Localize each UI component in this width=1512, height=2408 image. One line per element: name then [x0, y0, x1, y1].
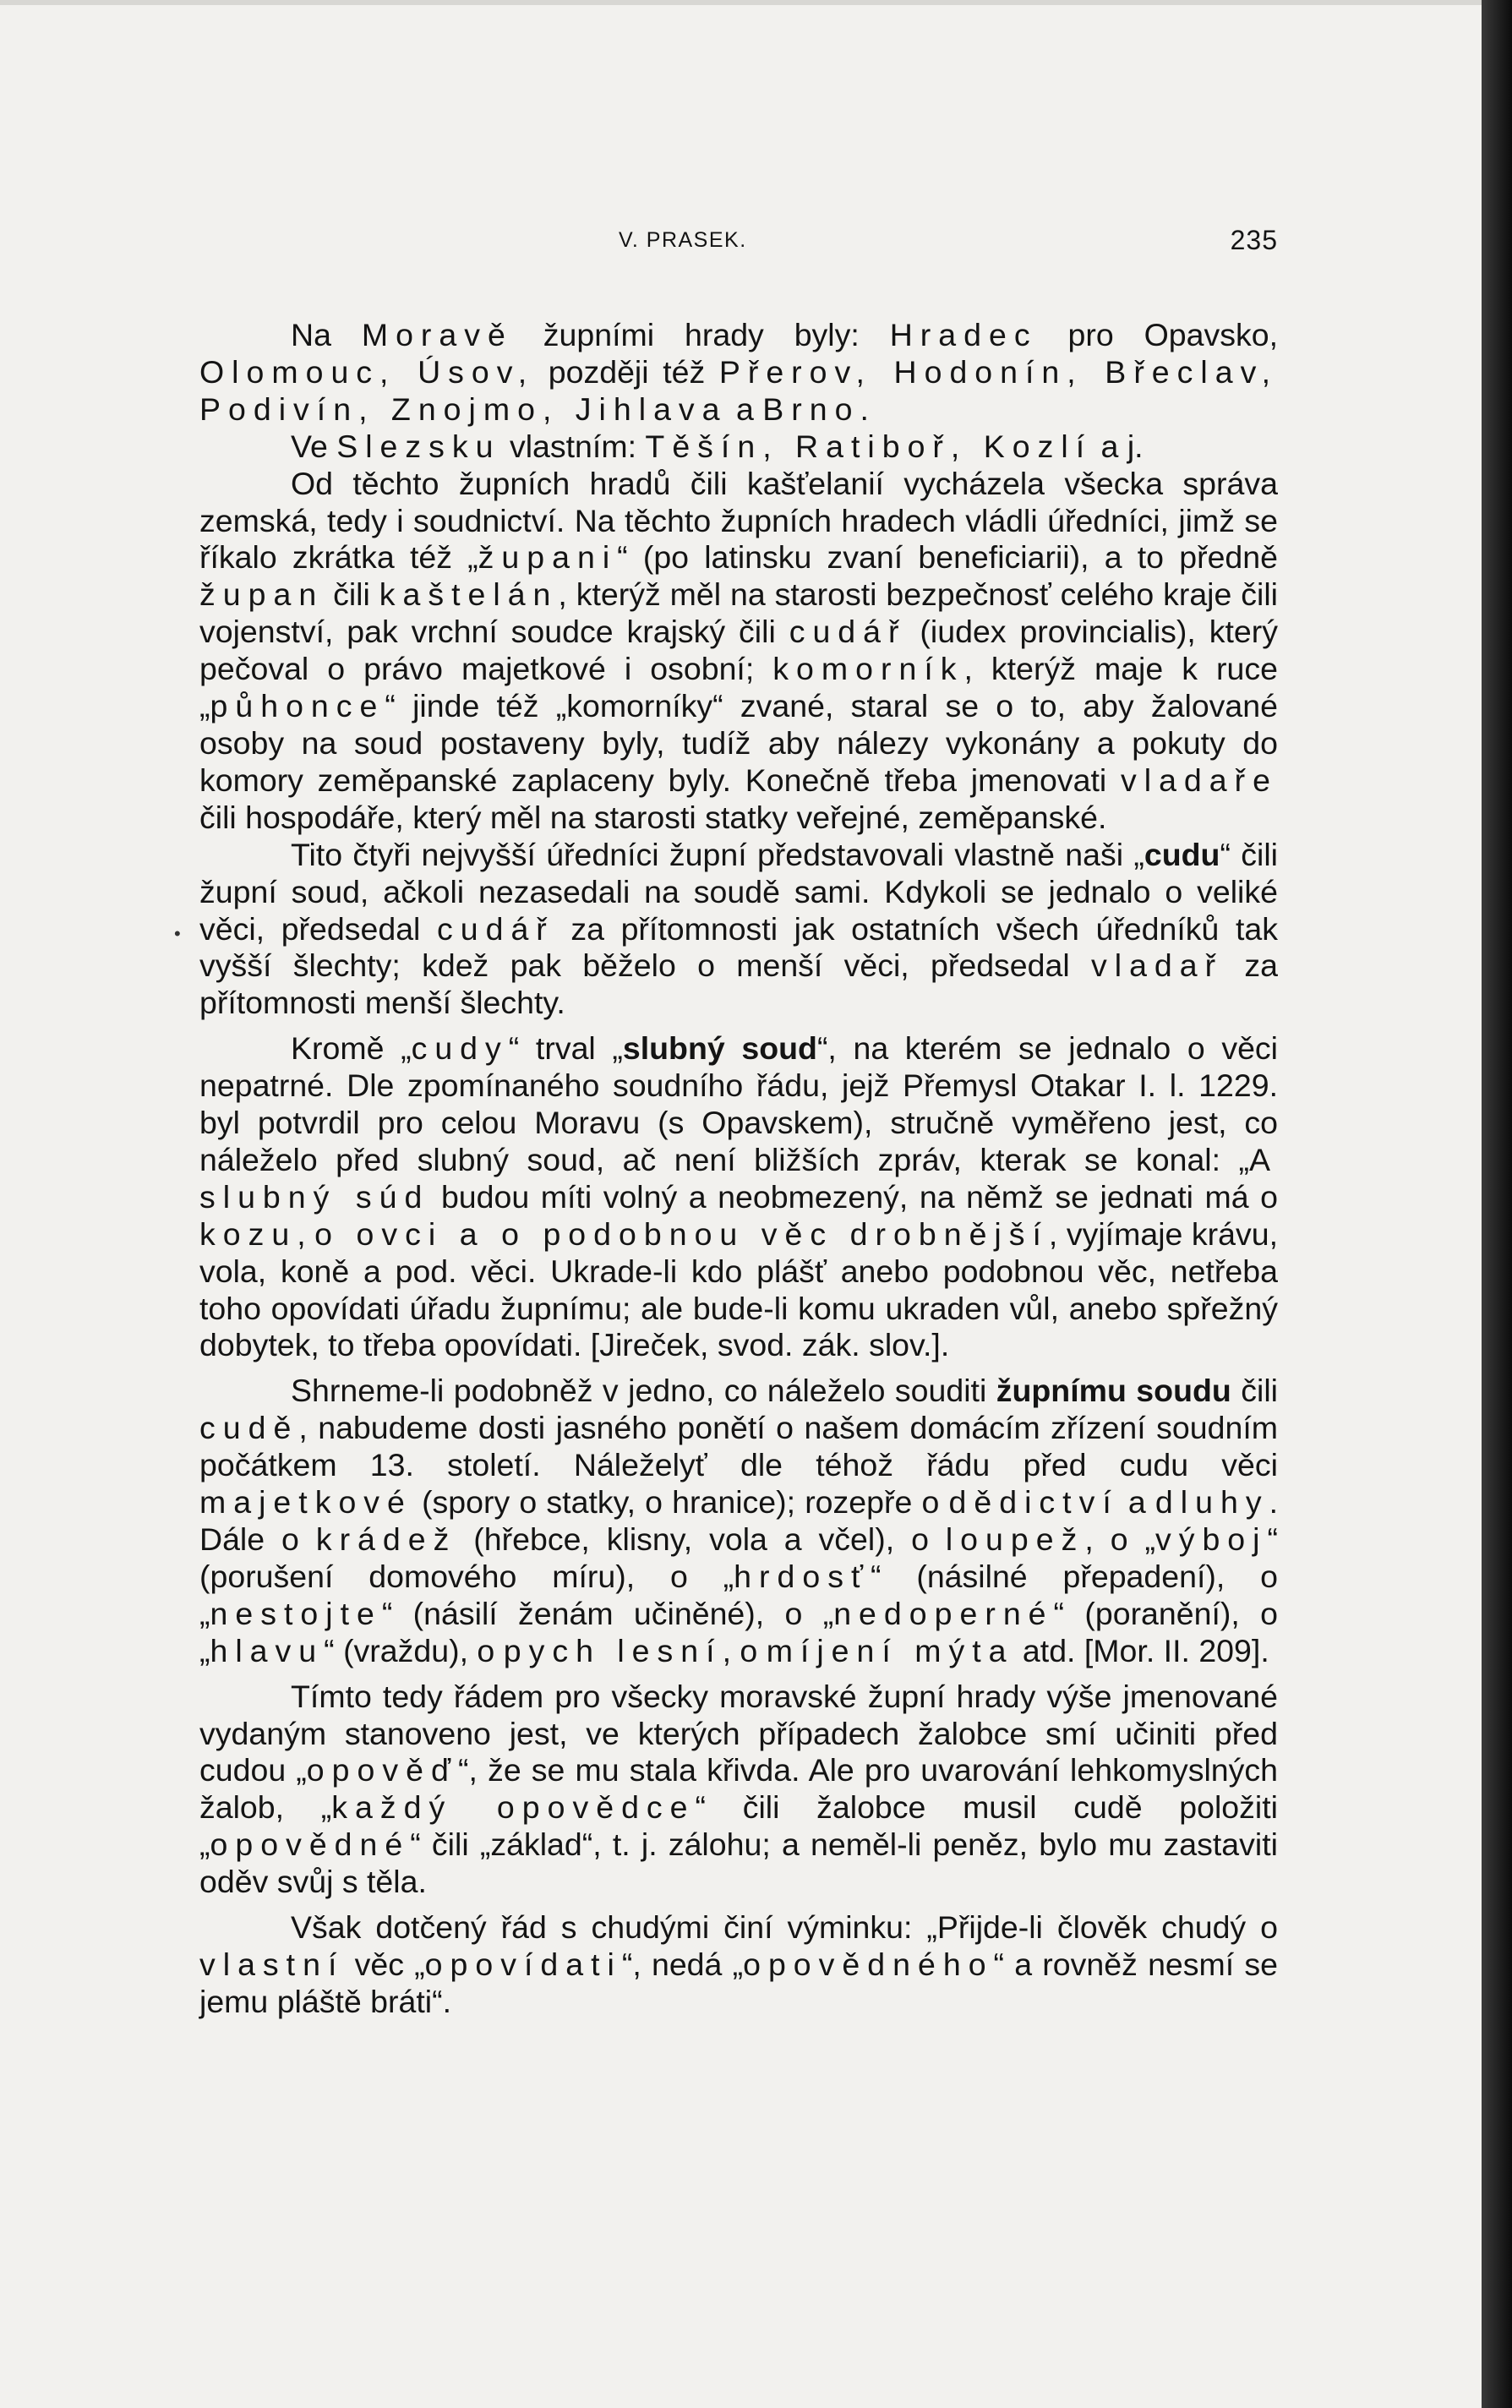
- spaced-term: komorník: [772, 651, 964, 687]
- spaced-term: loupež: [945, 1521, 1085, 1557]
- spaced-term: cudě: [199, 1410, 299, 1446]
- spaced-term: pych lesní: [503, 1632, 723, 1668]
- spaced-term: župan: [199, 576, 325, 613]
- page-number: 235: [1230, 225, 1278, 255]
- spaced-term: župani: [478, 539, 618, 576]
- spaced-term: půhonce: [210, 688, 385, 724]
- spaced-term: nestojte: [210, 1595, 382, 1631]
- text-run: (iudex provincialis), který pečoval o právo majetkové i osobní;: [199, 614, 1278, 687]
- text-run: “ trval „: [508, 1030, 623, 1067]
- spaced-term: opovědného: [743, 1946, 994, 1982]
- paragraph-2: [199, 429, 1278, 466]
- text-run: Od těchto župních hradů čili kašťelanií vycházela všecka správa zemská, tedy i soudnictví. Na těchto župních hradech vládli úředníci, jimž se říkalo zkrátka též „: [199, 465, 1278, 576]
- spaced-term: opovídati: [424, 1946, 622, 1982]
- text-run: věc „: [344, 1946, 425, 1982]
- paragraph-6: [199, 1373, 1278, 1669]
- spaced-term: vlastní: [199, 1946, 345, 1982]
- paragraph-3: [199, 466, 1278, 837]
- text-run: župními hrady byly:: [512, 317, 890, 352]
- spaced-term: Přerov, Hodonín, Břeclav, Podivín, Znojmo, Jihlava: [199, 353, 1278, 427]
- spaced-term: kozu: [199, 1215, 297, 1252]
- spaced-term: Moravě: [361, 317, 513, 352]
- spaced-term: krádež: [315, 1521, 457, 1557]
- text-run: “ čili žalobce musil cudě položiti „: [199, 1789, 1278, 1863]
- text-run: , vyjímaje krávu, vola, koně a pod. věci. Ukrade-li kdo plášť anebo podobnou věc, netřeba toho opovídati úřadu župnímu; ale bude-li komu ukraden vůl, anebo spřežný dobytek, to třeba opovídati. [Jireček, svod. zák. slov.].: [199, 1215, 1279, 1363]
- text-run: , o „: [1084, 1521, 1155, 1557]
- spaced-term: hlavu: [210, 1632, 325, 1668]
- text-run: Shrneme-li podobněž v jedno, co náleželo souditi: [291, 1373, 996, 1409]
- text-run: “, že se mu stala křivda. Ale pro uvarování lehkomyslných žalob, „: [199, 1752, 1278, 1826]
- spaced-term: každý opovědce: [331, 1789, 696, 1826]
- text-run: “ (poranění), o „: [199, 1595, 1278, 1668]
- text-run: čili hospodáře, který měl na starosti statky veřejné, zeměpanské.: [199, 799, 1107, 835]
- text-run: “ (vraždu), o: [324, 1632, 504, 1668]
- text-run: “ a rovněž nesmí se jemu pláště bráti“.: [199, 1946, 1278, 2019]
- text-run: za přítomnosti menší šlechty.: [199, 947, 1279, 1021]
- paragraph-8: [199, 1909, 1278, 2021]
- bold-term: cudu: [1144, 836, 1220, 872]
- text-run: , kterýž měl na starosti bezpečnosť celého kraje čili vojenství, pak vrchní soudce krajský čili: [199, 576, 1278, 650]
- text-run: čili: [324, 576, 379, 613]
- spaced-term: míjení mýta: [766, 1632, 1014, 1668]
- text-run: ,: [297, 1215, 315, 1252]
- text-run: čili: [1231, 1373, 1278, 1409]
- bold-term: slubný soud: [622, 1030, 817, 1067]
- paragraph-1: [199, 317, 1278, 429]
- spaced-term: A slubný súd: [199, 1141, 1278, 1215]
- page-header: [199, 225, 1278, 262]
- text-run: Tito čtyři nejvyšší úředníci župní představovali vlastně naši „: [291, 836, 1144, 872]
- spaced-term: nedoperné: [833, 1595, 1054, 1631]
- text-run: a: [1118, 1484, 1155, 1521]
- text-run: “, nedá „: [621, 1946, 744, 1982]
- text-run: Tímto tedy řádem pro všecky moravské župní hrady výše jmenované vydaným stanoveno jest, ve kterých případech žalobce smí učiniti před cudou „: [199, 1678, 1278, 1788]
- text-run: , nabudeme dosti jasného ponětí o našem domácím zřízení soudním počátkem 13. století. Náleželyť dle téhož řádu před cudu věci: [199, 1410, 1278, 1483]
- spaced-term: cudy: [411, 1030, 509, 1067]
- text-run: , o: [722, 1632, 767, 1668]
- bold-term: župnímu soudu: [996, 1373, 1231, 1409]
- text-run: (spory o statky, o hranice); rozepře o: [412, 1484, 949, 1521]
- text-run: “ (násilí ženám učiněné), o „: [381, 1595, 834, 1631]
- text-run: Na: [291, 317, 362, 352]
- paragraph-4: [199, 837, 1278, 1023]
- spaced-term: kaštelán: [379, 576, 559, 613]
- spaced-term: Olomouc, Úsov,: [199, 353, 535, 390]
- spaced-term: majetkové: [199, 1484, 412, 1521]
- spaced-term: vladař: [1090, 947, 1224, 984]
- text-run: “ jinde též „komorníky“ zvané, staral se o to, aby žalované osoby na soud postaveny byly, tudíž aby nálezy vykonány a pokuty do komory zeměpanské zaplaceny byly. Konečně třeba jmenovati: [199, 688, 1278, 798]
- spaced-term: hrdosť: [734, 1558, 871, 1594]
- spaced-term: o ovci a o podobnou věc drobnější: [314, 1215, 1049, 1252]
- text-run: za přítomnosti jak ostatních všech úředníků tak vyšší šlechty; kdež pak běželo o menší věci, předsedal: [199, 910, 1278, 984]
- text-run: “ (porušení domového míru), o „: [199, 1521, 1278, 1594]
- spaced-term: výboj: [1154, 1521, 1268, 1557]
- spaced-term: cudář: [789, 614, 907, 650]
- text-run: “, na kterém se jednalo o věci nepatrné. Dle zpomínaného soudního řádu, jejž Přemysl Otakar I. l. 1229. byl potvrdil pro celou Moravu (s Opavskem), stručně vyměřeno jest, co náleželo před slubný soud, ač není bližších zpráv, kterak se konal: „: [199, 1030, 1279, 1177]
- page-body: [199, 317, 1278, 2021]
- margin-mark: •: [174, 923, 181, 944]
- spaced-term: Slezsku: [336, 428, 501, 464]
- text-run: “ (po latinsku zvaní beneficiarii), a to předně: [617, 539, 1278, 576]
- spaced-term: dědictví: [948, 1484, 1119, 1521]
- spaced-term: cudář: [436, 910, 554, 947]
- text-run: , kterýž maje k ruce „: [199, 651, 1278, 724]
- page-top-edge: [0, 0, 1512, 5]
- text-run: budou míti volný a neobmezený, na němž se jednati má o: [429, 1178, 1279, 1215]
- text-run: vlastním:: [500, 428, 646, 464]
- spaced-term: Těšín, Ratiboř, Kozlí: [645, 428, 1093, 464]
- paragraph-5: [199, 1030, 1278, 1364]
- spaced-term: vladaře: [1121, 762, 1278, 798]
- text-run: a: [727, 390, 763, 427]
- text-run: . Dále o: [199, 1484, 1278, 1557]
- text-run: pro Opavsko,: [1037, 317, 1278, 352]
- spaced-term: opovědné: [210, 1826, 411, 1863]
- text-run: “ čili župní soud, ačkoli nezasedali na soudě sami. Kdykoli se jednalo o veliké věci, předsedal: [199, 836, 1278, 947]
- spaced-term: Brno: [762, 390, 860, 427]
- text-run: “ čili „základ“, t. j. zálohu; a neměl-li peněz, bylo mu zastaviti oděv svůj s těla.: [199, 1826, 1278, 1900]
- text-run: atd. [Mor. II. 209].: [1013, 1632, 1269, 1668]
- text-run: “ (násilné přepadení), o „: [199, 1558, 1278, 1631]
- page-binding-edge: [1482, 0, 1512, 2408]
- paragraph-7: [199, 1679, 1278, 1901]
- text-run: (hřebce, klisny, vola a včel), o: [456, 1521, 946, 1557]
- text-run: Však dotčený řád s chudými činí výminku: „Přijde-li člověk chudý o: [291, 1909, 1278, 1946]
- text-run: .: [860, 390, 869, 427]
- spaced-term: opověď: [306, 1752, 459, 1788]
- text-run: Kromě „: [291, 1030, 412, 1067]
- text-run: později též: [534, 353, 719, 390]
- text-run: a j.: [1092, 428, 1144, 464]
- text-run: Ve: [291, 428, 337, 464]
- spaced-term: dluhy: [1154, 1484, 1269, 1521]
- running-head: V. PRASEK.: [619, 228, 747, 252]
- spaced-term: Hradec: [889, 317, 1038, 352]
